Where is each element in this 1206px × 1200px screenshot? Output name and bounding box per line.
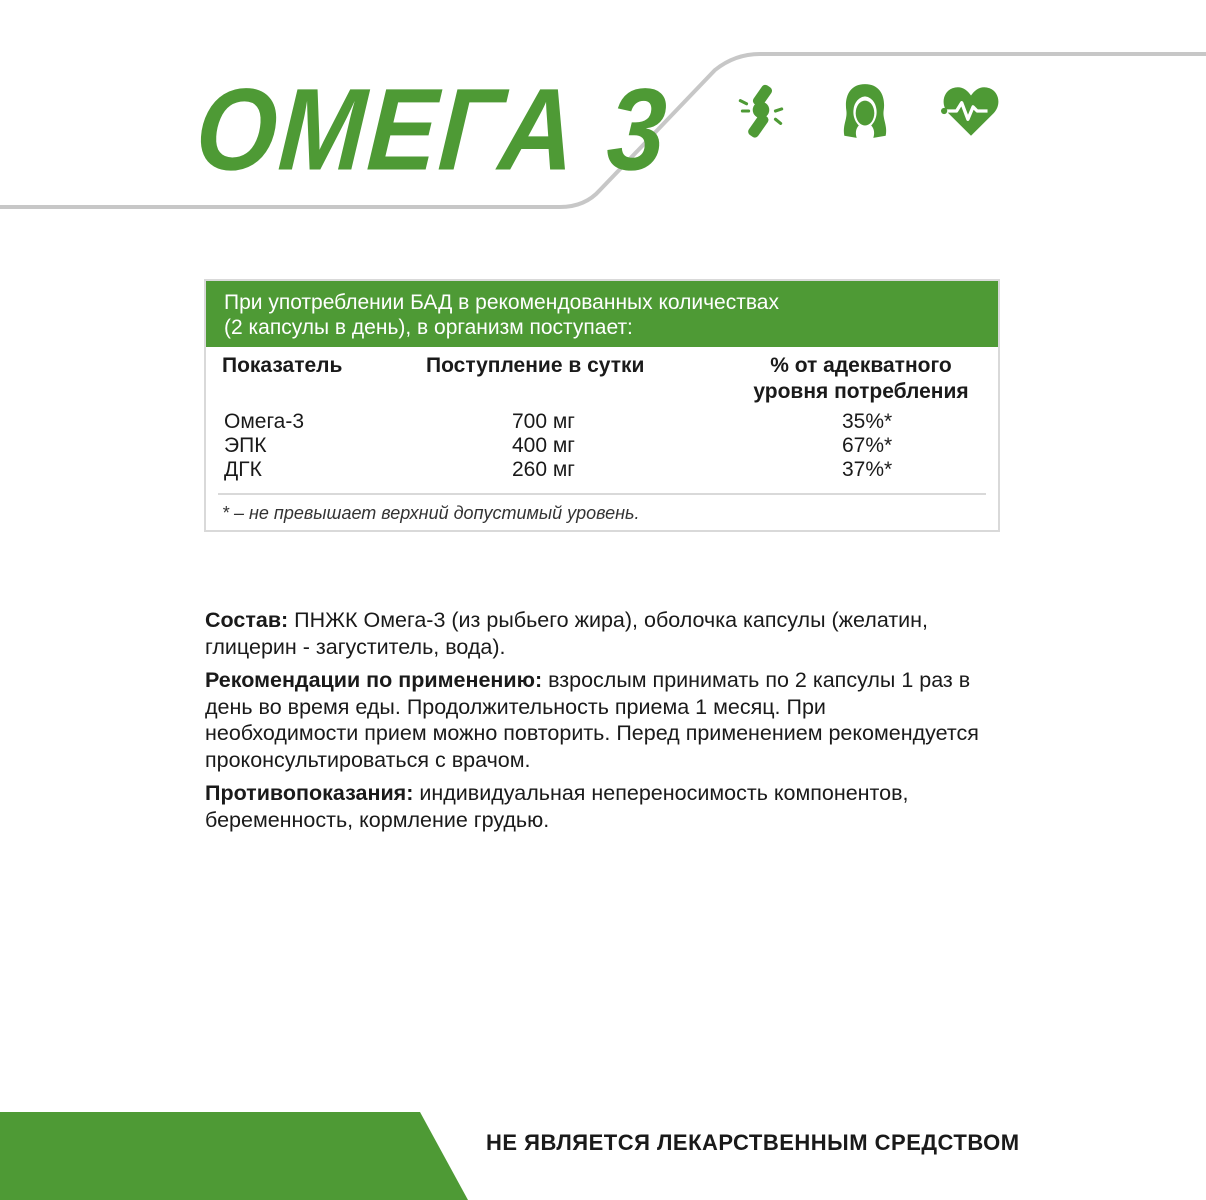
contraindications-paragraph — [205, 780, 985, 833]
row-name: ЭПК — [224, 434, 267, 457]
column-header-indicator: Показатель — [222, 354, 343, 377]
joint-icon — [730, 80, 792, 142]
footer-green-band — [0, 1112, 470, 1200]
page-title: ОМЕГА 3 — [192, 65, 672, 196]
row-value: 700 мг — [512, 410, 575, 433]
column-header-percent — [726, 353, 996, 405]
column-header-percent-line2: уровня потребления — [753, 380, 969, 403]
row-name: ДГК — [224, 458, 262, 481]
row-value: 260 мг — [512, 458, 575, 481]
contraindications-label: Противопоказания: — [205, 781, 414, 805]
heart-pulse-icon — [940, 80, 1002, 142]
row-percent: 67%* — [842, 434, 893, 457]
hair-icon — [834, 80, 896, 142]
row-name: Омега-3 — [224, 410, 305, 433]
table-divider — [218, 493, 986, 495]
benefit-icons — [730, 80, 1010, 140]
table-intro-line2: (2 капсулы в день), в организм поступает: — [224, 316, 633, 339]
contraindications-text: индивидуальная непереносимость компонентов, беременность, кормление грудью. — [205, 781, 909, 832]
table-footnote: * – не превышает верхний допустимый уровень. — [222, 503, 640, 523]
composition-paragraph — [205, 607, 985, 660]
usage-text: взрослым принимать по 2 капсулы 1 раз в день во время еды. Продолжительность приема 1 месяц. При необходимости прием можно повторить. Перед применением рекомендуется проконсультироваться с врачом. — [205, 668, 979, 772]
disclaimer-text: НЕ ЯВЛЯЕТСЯ ЛЕКАРСТВЕННЫМ СРЕДСТВОМ — [486, 1130, 1020, 1155]
composition-label: Состав: — [205, 608, 289, 632]
row-percent: 37%* — [842, 458, 893, 481]
row-percent: 35%* — [842, 410, 893, 433]
column-header-intake: Поступление в сутки — [426, 354, 645, 377]
product-description — [205, 607, 985, 840]
composition-text: ПНЖК Омега-3 (из рыбьего жира), оболочка капсулы (желатин, глицерин - загуститель, вода). — [205, 608, 929, 659]
table-body — [206, 347, 998, 523]
column-header-percent-line1: % от адекватного — [770, 354, 952, 377]
usage-label: Рекомендации по применению: — [205, 668, 543, 692]
intake-table — [204, 279, 1000, 532]
table-intro — [206, 281, 998, 347]
table-intro-line1: При употреблении БАД в рекомендованных количествах — [224, 291, 779, 314]
row-value: 400 мг — [512, 434, 575, 457]
usage-paragraph — [205, 667, 985, 773]
